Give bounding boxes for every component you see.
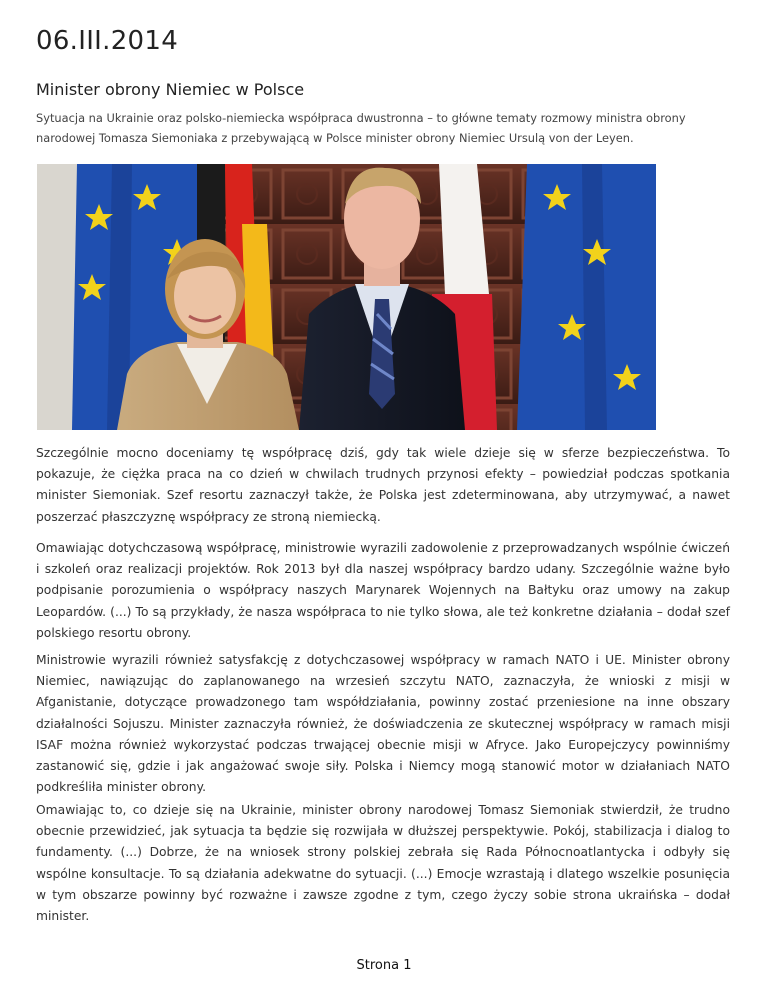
paragraph-3: Ministrowie wyrazili również satysfakcję z dotychczasowej współpracy w ramach NATO i UE. Minister obrony Niemiec, nawiązując do zaplanowanego na wrzesień szczytu NATO, zaznaczyła, że wnioski z misji w Afganistanie, dotyczące prowadzonego tam współdziałania, powinny zostać przeniesione na inne obszary działalności Sojuszu. Minister zaznaczyła również, że doświadczenia ze skutecznej współpracy w ramach misji ISAF można również wykorzystać podczas trwającej obecnie misji w Afryce. Jako Europejczycy powinniśmy zastanowić się, gdzie i jak angażować swoje siły. Polska i Niemcy mogą stanowić motor w działaniach NATO podkreśliła minister obrony. [36, 653, 730, 795]
page-number: Strona 1 [356, 958, 412, 973]
article-lead: Sytuacja na Ukrainie oraz polsko-niemiecka współpraca dwustronna – to główne tematy rozmowy ministra obrony narodowej Tomasza Siemoniaka z przebywającą w Polsce minister obrony Niemiec Ursulą von der Leyen. [36, 111, 686, 145]
article-date: 06.III.2014 [36, 26, 179, 56]
paragraph-2: Omawiając dotychczasową współpracę, ministrowie wyrazili zadowolenie z przeprowadzanych wspólnie ćwiczeń i szkoleń oraz realizacji projektów. Rok 2013 był dla naszej współpracy bardzo udany. Szczególnie ważne było podpisanie porozumienia o współpracy naszych Marynarek Wojennych na Bałtyku oraz umowy na zakup Leopardów. (...) To są przykłady, że nasza współpraca to nie tylko słowa, ale też konkretne działania – dodał szef polskiego resortu obrony. [36, 541, 730, 640]
paragraph-1: Szczególnie mocno doceniamy tę współpracę dziś, gdy tak wiele dzieje się w sferze bezpieczeństwa. To pokazuje, że ciężka praca na co dzień w chwilach trudnych przynosi efekty – powiedział podczas spotkania minister Siemoniak. Szef resortu zaznaczył także, że Polska jest zdeterminowana, aby utrzymywać, a nawet poszerzać płaszczyznę współpracy ze stroną niemiecką. [36, 446, 730, 524]
article-title: Minister obrony Niemiec w Polsce [36, 80, 305, 99]
paragraph-4: Omawiając to, co dzieje się na Ukrainie, minister obrony narodowej Tomasz Siemoniak stwierdził, że trudno obecnie przewidzieć, jak sytuacja ta będzie się rozwijała w dłuższej perspektywie. Pokój, stabilizacja i dialog to fundamenty. (...) Dobrze, że na wniosek strony polskiej zebrała się Rada Północnoatlantycka i odbyły się wspólne konsultacje. To są działania adekwatne do sytuacji. (...) Emocje wzrastają i dlatego wszelkie posunięcia w tym obszarze powinny być rozważne i zawsze zgodne z tym, czego życzy sobie strona ukraińska – dodał minister. [36, 803, 730, 924]
photo-illustration [37, 164, 656, 430]
article-photo [37, 164, 656, 430]
